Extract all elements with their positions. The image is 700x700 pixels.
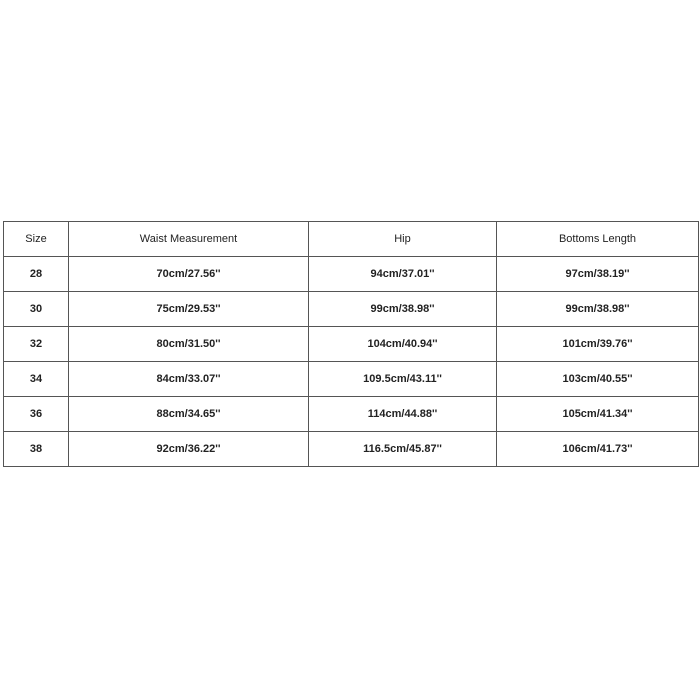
header-size: Size	[4, 222, 69, 257]
table-row	[4, 327, 699, 362]
table-row	[4, 432, 699, 467]
size-chart-table	[3, 221, 699, 467]
cell-waist: 92cm/36.22''	[69, 432, 309, 467]
cell-waist: 70cm/27.56''	[69, 257, 309, 292]
cell-waist: 80cm/31.50''	[69, 327, 309, 362]
header-bottoms-length: Bottoms Length	[497, 222, 699, 257]
cell-hip: 116.5cm/45.87''	[309, 432, 497, 467]
header-hip: Hip	[309, 222, 497, 257]
cell-waist: 88cm/34.65''	[69, 397, 309, 432]
cell-size: 32	[4, 327, 69, 362]
cell-size: 38	[4, 432, 69, 467]
cell-bottoms-length: 103cm/40.55''	[497, 362, 699, 397]
cell-waist: 75cm/29.53''	[69, 292, 309, 327]
table-row	[4, 397, 699, 432]
cell-size: 28	[4, 257, 69, 292]
table-row	[4, 257, 699, 292]
header-waist-measurement: Waist Measurement	[69, 222, 309, 257]
cell-hip: 104cm/40.94''	[309, 327, 497, 362]
cell-bottoms-length: 97cm/38.19''	[497, 257, 699, 292]
cell-hip: 109.5cm/43.11''	[309, 362, 497, 397]
header-row	[4, 222, 699, 257]
cell-hip: 114cm/44.88''	[309, 397, 497, 432]
table-row	[4, 362, 699, 397]
cell-waist: 84cm/33.07''	[69, 362, 309, 397]
cell-bottoms-length: 99cm/38.98''	[497, 292, 699, 327]
cell-bottoms-length: 106cm/41.73''	[497, 432, 699, 467]
cell-hip: 99cm/38.98''	[309, 292, 497, 327]
cell-hip: 94cm/37.01''	[309, 257, 497, 292]
cell-bottoms-length: 101cm/39.76''	[497, 327, 699, 362]
cell-bottoms-length: 105cm/41.34''	[497, 397, 699, 432]
cell-size: 30	[4, 292, 69, 327]
table-row	[4, 292, 699, 327]
cell-size: 34	[4, 362, 69, 397]
cell-size: 36	[4, 397, 69, 432]
